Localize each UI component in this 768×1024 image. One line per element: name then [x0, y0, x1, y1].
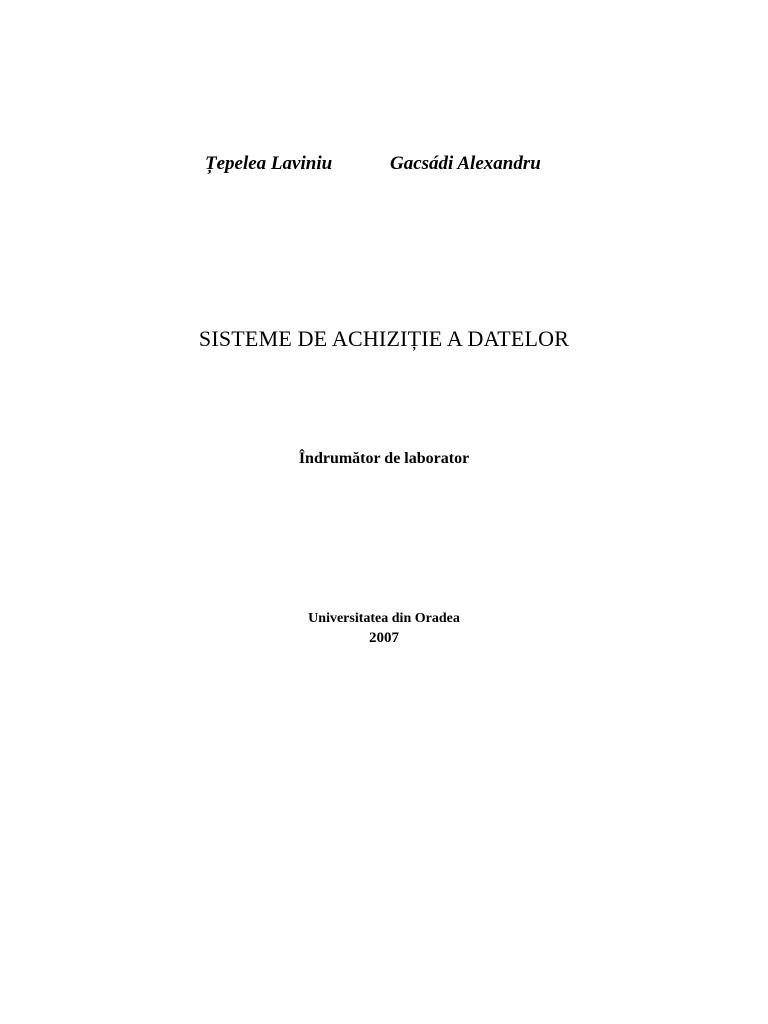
- author-name: Gacsádi Alexandru: [390, 153, 541, 174]
- author-name: Țepelea Laviniu: [205, 153, 333, 174]
- document-title: SISTEME DE ACHIZIȚIE A DATELOR: [198, 326, 570, 351]
- authors-line: [0, 153, 768, 179]
- publication-year: 2007: [369, 630, 399, 646]
- document-subtitle: Îndrumător de laborator: [298, 450, 470, 467]
- institution-name: Universitatea din Oradea: [308, 611, 460, 626]
